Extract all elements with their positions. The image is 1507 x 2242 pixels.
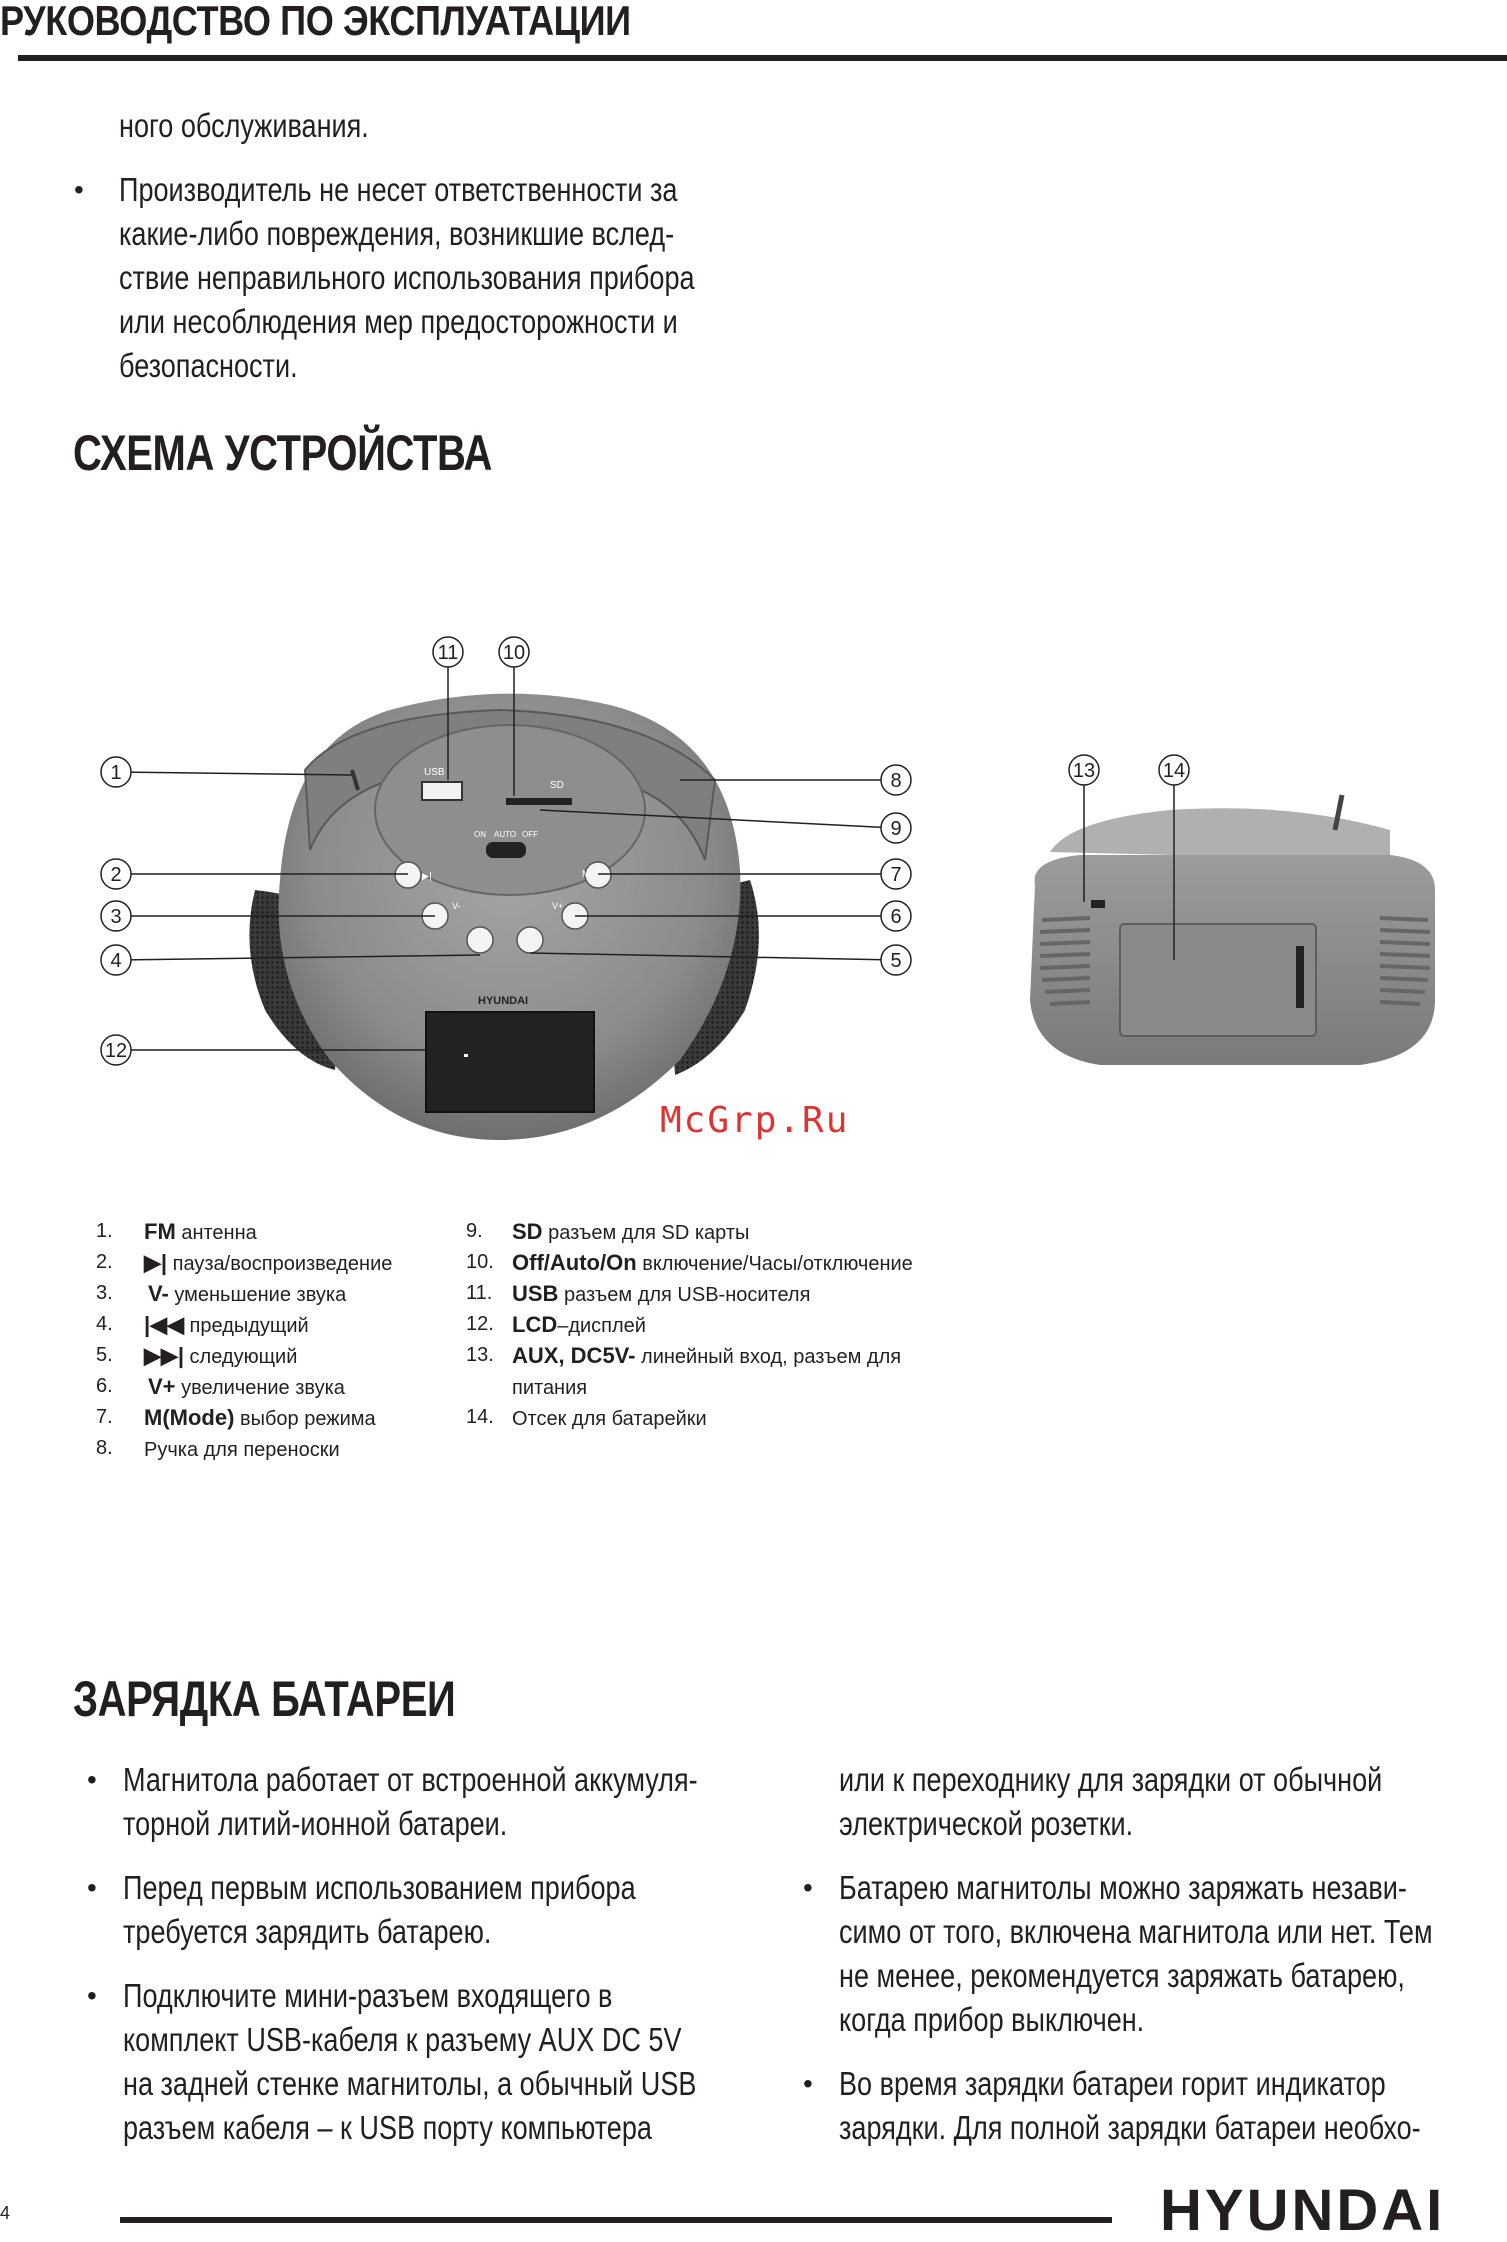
watermark: McGrp.Ru <box>660 1100 850 1141</box>
legend-item: 11. USB разъем для USB-носителя <box>466 1281 811 1306</box>
scheme-heading: СХЕМА УСТРОЙСТВА <box>73 425 492 481</box>
device-brand-label: HYUNDAI <box>478 995 529 1007</box>
bullet-dot: • <box>87 1872 97 1903</box>
text-line: торной литий-ионной батареи. <box>123 1805 508 1842</box>
legend-item: 9. SD разъем для SD карты <box>466 1219 750 1244</box>
front-view <box>101 637 911 1140</box>
usb-port <box>422 782 462 800</box>
intro-continuation: ного обслуживания. <box>119 107 369 144</box>
legend-item: 1. FM антенна <box>96 1219 257 1244</box>
text-line: Батарею магнитолы можно заряжать незави- <box>839 1869 1407 1906</box>
legend-item: 5. ▶▶| следующий <box>96 1343 298 1368</box>
legend-item: 7. M(Mode) выбор режима <box>96 1405 376 1430</box>
callout-9: 9 <box>890 818 902 840</box>
back-view <box>1030 755 1435 1065</box>
callout-11: 11 <box>437 642 459 664</box>
battery-right-column <box>803 1758 1507 2170</box>
callout-3: 3 <box>110 906 122 928</box>
battery-bullet <box>87 1758 823 1846</box>
svg-text:HYUNDAI: HYUNDAI <box>1160 2178 1446 2238</box>
sd-label: SD <box>550 780 564 791</box>
battery-compartment <box>1120 924 1316 1036</box>
legend-item: 10. Off/Auto/On включение/Часы/отключение <box>466 1250 913 1275</box>
bullet-dot: • <box>87 1764 97 1795</box>
legend-item: 2. ▶| пауза/воспроизведение <box>96 1250 393 1275</box>
battery-bullet <box>803 1866 1507 2042</box>
legend-left <box>96 1216 456 1464</box>
device-illustration <box>90 620 1470 1160</box>
legend-item: 8. Ручка для переноски <box>96 1437 340 1461</box>
bullet-dot: • <box>74 174 84 205</box>
lcd-display <box>426 1012 594 1112</box>
text-line: Перед первым использованием прибора <box>123 1869 636 1906</box>
legend-item: 12. LCD–дисплей <box>466 1312 646 1337</box>
hyundai-logo <box>1160 2178 1480 2238</box>
text-line: какие-либо повреждения, возникшие вслед- <box>119 215 675 252</box>
callout-2: 2 <box>110 864 122 886</box>
battery-left-column <box>87 1758 823 2170</box>
switch-on-label: ON <box>474 830 486 839</box>
battery-bullet <box>87 1974 823 2150</box>
battery-heading: ЗАРЯДКА БАТАРЕИ <box>73 1671 456 1727</box>
callout-6: 6 <box>890 906 902 928</box>
callout-12: 12 <box>104 1040 128 1062</box>
text-line: Подключите мини-разъем входящего в <box>123 1977 613 2014</box>
text-line: Магнитола работает от встроенной аккумуля- <box>123 1761 698 1798</box>
switch-auto-label: AUTO <box>494 830 517 839</box>
text-line: безопасности. <box>119 347 298 384</box>
page-number: 4 <box>0 2203 11 2223</box>
bullet-dot: • <box>87 1980 97 2011</box>
text-line: симо от того, включена магнитола или нет. Тем <box>839 1913 1433 1950</box>
intro-bullet-text <box>119 168 775 388</box>
callout-10: 10 <box>502 642 526 664</box>
mode-switch <box>486 842 526 858</box>
text-line: зарядки. Для полной зарядки батареи необхо- <box>839 2109 1421 2146</box>
callout-5: 5 <box>890 950 902 972</box>
text-line: Производитель не несет ответственности за <box>119 171 678 208</box>
legend-item: 3. V- уменьшение звука <box>96 1281 347 1306</box>
legend-right <box>466 1216 986 1433</box>
text-line: требуется зарядить батарею. <box>123 1913 492 1950</box>
battery-bullet <box>803 2062 1507 2150</box>
device-diagram <box>90 620 1470 1160</box>
legend-item: питания <box>512 1377 588 1399</box>
legend-item: 13. AUX, DC5V- линейный вход, разъем для <box>466 1343 902 1368</box>
text-line: комплект USB-кабеля к разъему AUX DC 5V <box>123 2021 682 2058</box>
footer-rule <box>120 2217 1112 2223</box>
header-title: РУКОВОДСТВО ПО ЭКСПЛУАТАЦИИ <box>0 0 631 44</box>
text-line: не менее, рекомендуется заряжать батарею, <box>839 1957 1405 1994</box>
callout-1: 1 <box>110 762 122 784</box>
callout-7: 7 <box>890 864 902 886</box>
text-line: когда прибор выключен. <box>839 2001 1145 2038</box>
battery-bullet <box>87 1866 823 1954</box>
callout-13: 13 <box>1072 760 1096 782</box>
text-line: на задней стенке магнитолы, а обычный USB <box>123 2065 697 2102</box>
text-line: ствие неправильного использования прибора <box>119 259 695 296</box>
callout-4: 4 <box>110 950 122 972</box>
callout-14: 14 <box>1162 760 1186 782</box>
svg-text:▶|: ▶| <box>422 872 432 882</box>
sd-slot <box>506 798 572 805</box>
text-line: или к переходнику для зарядки от обычной <box>839 1761 1383 1798</box>
header-rule <box>18 55 1507 61</box>
bullet-dot: • <box>803 2068 813 2099</box>
legend-item: 4. |◀◀ предыдущий <box>96 1312 309 1337</box>
legend-item: 6. V+ увеличение звука <box>96 1374 345 1399</box>
next-button <box>517 927 543 953</box>
text-line: разъем кабеля – к USB порту компьютера <box>123 2109 652 2146</box>
vplus-label: V+ <box>552 901 564 911</box>
callout-8: 8 <box>890 770 902 792</box>
aux-port <box>1091 900 1105 908</box>
mode-button-label: M <box>582 869 591 880</box>
switch-off-label: OFF <box>522 830 538 839</box>
usb-label: USB <box>424 767 445 778</box>
text-line: Во время зарядки батареи горит индикатор <box>839 2065 1386 2102</box>
text-line: или несоблюдения мер предосторожности и <box>119 303 678 340</box>
vminus-label: V- <box>452 901 461 911</box>
text-line: электрической розетки. <box>839 1805 1134 1842</box>
play-pause-button <box>395 862 421 888</box>
prev-button <box>467 927 493 953</box>
legend-item: 14. Отсек для батарейки <box>466 1406 707 1430</box>
battery-continuation <box>839 1758 1507 1846</box>
bullet-dot: • <box>803 1872 813 1903</box>
